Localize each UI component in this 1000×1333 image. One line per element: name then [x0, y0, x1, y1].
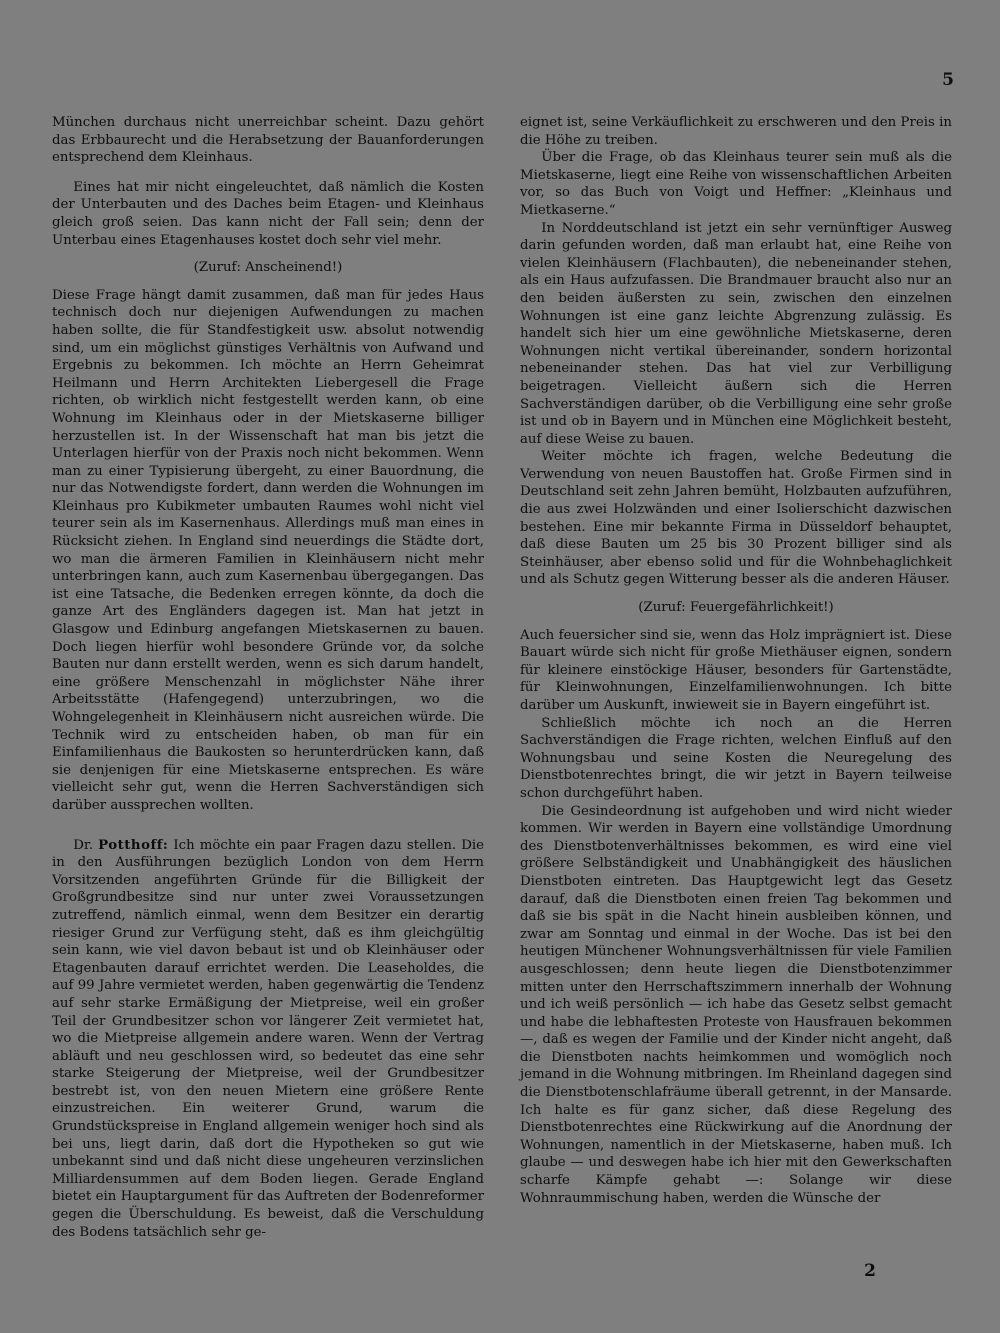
speech-text: Ich möchte ein paar Fragen dazu stellen. Die in den Ausführungen bezüglich London von dem Herrn Vorsitzenden angeführten Gründe für die Billigkeit der Großgrundbesitze sind nur unter zwei Voraussetzungen zutreffend, nämlich einmal, wenn dem Besitzer ein derartig riesiger Grund zur Verfügung steht, daß es ihm gleichgültig sein kann, wie viel davon bebaut ist und ob Kleinhäuser oder Etagenbauten darauf errichtet werden. Die Leaseholdes, die auf 99 Jahre vermietet werden, haben gegenwärtig die Tendenz auf sehr starke Ermäßigung der Mietpreise, weil ein großer Teil der Grundbesitzer schon vor längerer Zeit vermietet hat, wo die Mietpreise allgemein andere waren. Wenn der Vertrag abläuft und neu geschlossen wird, so bedeutet das eine sehr starke Steigerung der Mietpreise, weil der Grundbesitzer bestrebt ist, von den neuen Mietern eine größere Rente einzustreichen. Ein weiterer Grund, warum die Grundstückspreise in England allgemein weniger hoch sind als bei uns, liegt darin, daß dort die Hypotheken so gut wie unbekannt sind und daß nicht diese ungeheuren verzinslichen Milliardensummen auf dem Boden liegen. Gerade England bietet ein Hauptargument für das Auftreten der Bodenreformer gegen die Überschuldung. Es beweist, daß die Verschuldung des Bodens tatsächlich sehr ge-: [52, 837, 484, 1240]
paragraph: eignet ist, seine Verkäuflichkeit zu erschweren und den Preis in die Höhe zu treiben.: [520, 115, 952, 148]
speaker-name: Potthoff:: [98, 837, 169, 853]
speaker-title: Dr.: [73, 837, 99, 853]
paragraph: Schließlich möchte ich noch an die Herren Sachverständigen die Frage richten, welchen Einfluß auf den Wohnungsbau und seine Kosten die Neuregelung des Dienstbotenrechtes bringt, die wir jetzt in Bayern teilweise schon durchgeführt haben.: [520, 715, 952, 801]
right-column: [520, 114, 952, 1207]
paragraph: Die Gesindeordnung ist aufgehoben und wird nicht wieder kommen. Wir werden in Bayern eine vollständige Umordnung des Dienstbotenverhältnisses bekommen, es wird eine viel größere Selbständigkeit und Unabhängigkeit des häuslichen Dienstboten eintreten. Das Hauptgewicht legt das Gesetz darauf, daß die Dienstboten einen freien Tag bekommen und daß sie bis spät in die Nacht hinein ausbleiben können, und zwar am Sonntag und einmal in der Woche. Das ist bei den heutigen Münchener Wohnungsverhältnissen für viele Familien ausgeschlossen; denn heute liegen die Dienstbotenzimmer mitten unter den Herrschaftszimmern innerhalb der Wohnung und ich weiß persönlich — ich habe das Gesetz selbst gemacht und habe die lebhaftesten Proteste von Hausfrauen bekommen —, daß es wegen der Familie und der Kinder nicht angeht, daß die Dienstboten nachts heimkommen und womöglich noch jemand in die Wohnung mitbringen. Im Rheinland dagegen sind die Dienstbotenschlafräume überall getrennt, in der Mansarde. Ich halte es für ganz sicher, daß diese Regelung des Dienstbotenrechtes eine Rückwirkung auf die Anordnung der Wohnungen, namentlich in der Mietskaserne, haben muß. Ich glaube — und deswegen habe ich hier mit den Gewerkschaften scharfe Kämpfe gehabt —: Solange wir diese Wohnraummischung haben, werden die Wünsche der: [520, 803, 952, 1206]
paragraph: In Norddeutschland ist jetzt ein sehr vernünftiger Ausweg darin gefunden worden, daß man erlaubt hat, eine Reihe von vielen Kleinhäusern (Flachbauten), die nebeneinander stehen, als ein Haus aufzufassen. Die Brandmauer braucht also nur an den beiden äußersten zu sein, zwischen den einzelnen Wohnungen ist eine ganz leichte Abgrenzung zulässig. Es handelt sich hier um eine gewöhnliche Mietskaserne, deren Wohnungen nicht vertikal übereinander, sondern horizontal nebeneinander stehen. Das hat viel zur Verbilligung beigetragen. Vielleicht äußern sich die Herren Sachverständigen darüber, ob die Verbilligung eine sehr große ist und ob in Bayern und in München eine Möglichkeit besteht, auf diese Weise zu bauen.: [520, 220, 952, 447]
paragraph: Diese Frage hängt damit zusammen, daß man für jedes Haus technisch doch nur diejenigen Aufwendungen zu machen haben sollte, die für Standfestigkeit usw. absolut notwendig sind, um ein möglichst günstiges Verhältnis von Aufwand und Ergebnis zu bekommen. Ich möchte an Herrn Geheimrat Heilmann und Herrn Architekten Liebergesell die Frage richten, ob wirklich nicht festgestellt werden kann, ob eine Wohnung im Kleinhaus oder in der Mietskaserne billiger herzustellen ist. In der Wissenschaft hat man bis jetzt die Unterlagen hierfür von der Praxis noch nicht bekommen. Wenn man zu einer Typisierung übergeht, zu einer Bauordnung, die nur das Notwendigste fordert, dann werden die Wohnungen im Kleinhaus pro Kubikmeter umbauten Raumes wohl nicht viel teurer sein als im Kasernenhaus. Allerdings muß man eines in Rücksicht ziehen. In England sind neuerdings die Städte dort, wo man die ärmeren Familien in Kleinhäusern nicht mehr unterbringen kann, auch zum Kasernenbau übergegangen. Das ist eine Tatsache, die Bedenken erregen könnte, da doch die ganze Art des Engländers dagegen ist. Man hat jetzt in Glasgow und Edinburg angefangen Mietskasernen zu bauen. Doch liegen hierfür wohl besondere Gründe vor, da solche Bauten nur dann erstellt werden, wenn es sich darum handelt, eine größere Menschenzahl in möglichster Nähe ihrer Arbeitsstätte (Hafengegend) unterzubringen, wo die Wohngelegenheit in Kleinhäusern nicht ausreichen würde. Die Technik wird zu entscheiden haben, ob man für ein Einfamilienhaus die Baukosten so herunterdrücken kann, daß sie denjenigen für eine Mietskaserne entsprechen. Es wäre vielleicht sehr gut, wenn die Herren Sachverständigen sich darüber aussprechen wollten.: [52, 287, 484, 813]
interjection: (Zuruf: Anscheinend!): [193, 260, 343, 276]
paragraph: München durchaus nicht unerreichbar scheint. Dazu gehört das Erbbaurecht und die Herabsetzung der Bauanforderungen entsprechend dem Kleinhaus.: [52, 115, 484, 166]
interjection: (Zuruf: Feuergefährlichkeit!): [638, 600, 834, 616]
left-column: [52, 114, 484, 1241]
paragraph: Auch feuersicher sind sie, wenn das Holz imprägniert ist. Diese Bauart würde sich nicht für große Miethäuser eignen, sondern für kleinere einstöckige Häuser, besonders für Gartenstädte, für Kleinwohnungen, Einzelfamilienwohnungen. Ich bitte darüber um Auskunft, inwieweit sie in Bayern eingeführt ist.: [520, 627, 952, 713]
paragraph: Eines hat mir nicht eingeleuchtet, daß nämlich die Kosten der Unterbauten und des Daches beim Etagen- und Kleinhaus gleich groß seien. Das kann nicht der Fall sein; denn der Unterbau eines Etagenhauses kostet doch sehr viel mehr.: [52, 179, 484, 248]
paragraph: Über die Frage, ob das Kleinhaus teurer sein muß als die Mietskaserne, liegt eine Reihe von wissenschaftlichen Arbeiten vor, so das Buch von Voigt und Heffner: „Kleinhaus und Mietkaserne.“: [520, 150, 952, 218]
speech-paragraph: [52, 837, 484, 1242]
page-number: 5: [942, 70, 954, 90]
signature-mark: 2: [864, 1261, 876, 1281]
paragraph: Weiter möchte ich fragen, welche Bedeutung die Verwendung von neuen Baustoffen hat. Große Firmen sind in Deutschland seit zehn Jahren bemüht, Holzbauten aufzuführen, die aus zwei Holzwänden und einer Isolierschicht dazwischen bestehen. Eine mir bekannte Firma in Düsseldorf behauptet, daß diese Bauten um 25 bis 30 Prozent billiger sind als Steinhäuser, aber ebenso solid und für die Wohnbehaglichkeit und als Schutz gegen Witterung besser als die anderen Häuser.: [520, 449, 952, 588]
